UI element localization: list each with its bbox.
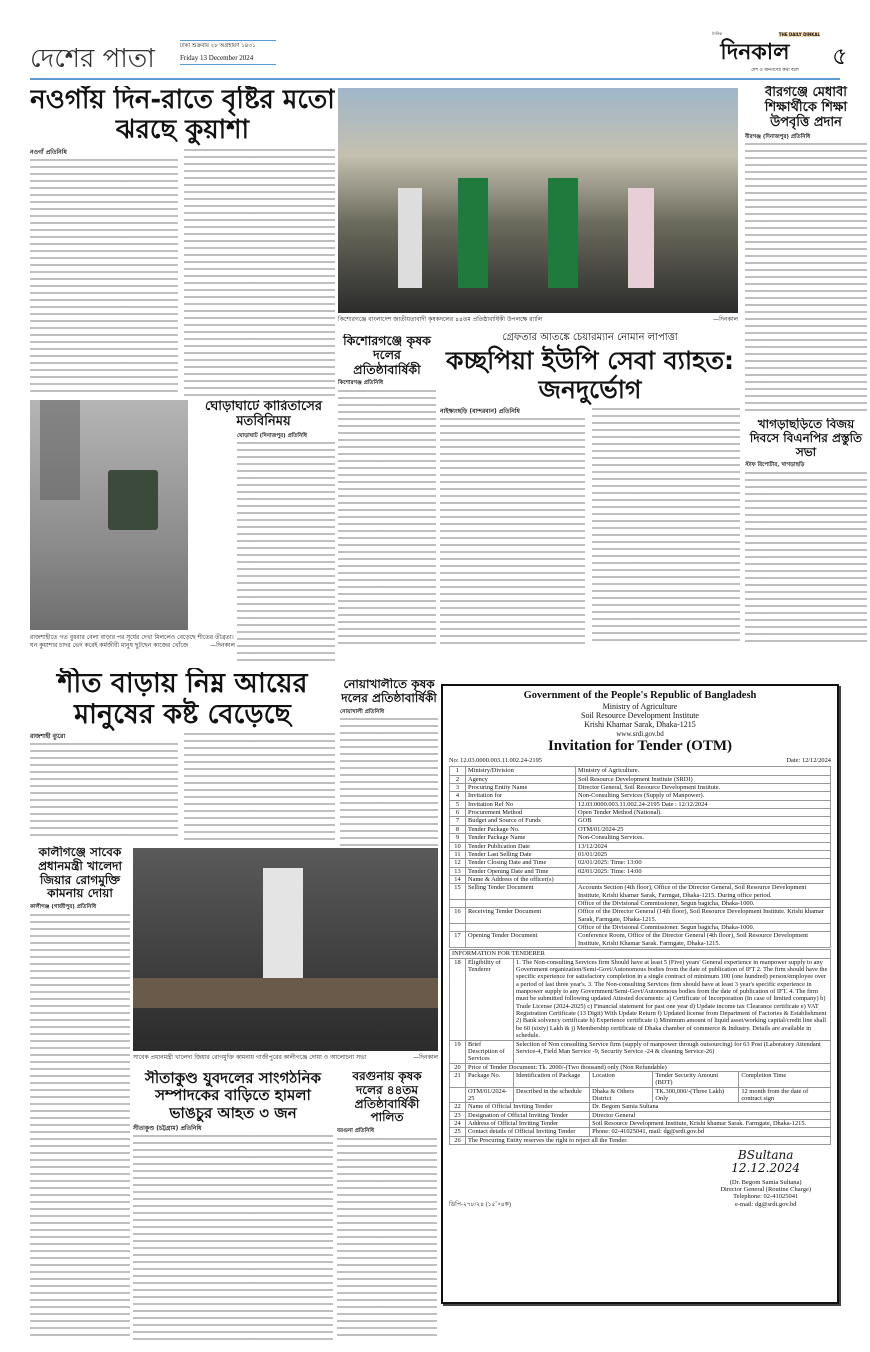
article-body-naogaon-2 (184, 149, 335, 396)
byline-ghoraghat: ঘোড়াঘাট (দিনাজপুর) প্রতিনিধি (237, 432, 307, 439)
tender-cell: 14 (450, 875, 466, 883)
tender-cell: Price of Tender Document: Tk. 2000/-(Two thousand) only (Non Refundable) (466, 1063, 831, 1071)
tender-institute: Soil Resource Development Institute (581, 711, 699, 721)
article-body-kochchhopia (440, 418, 585, 646)
tender-cell: Ministry/Division (466, 767, 576, 775)
story-ghoraghat (192, 400, 335, 665)
tender-cell: 22 (450, 1103, 466, 1111)
article-body-kochchhopia-2 (592, 408, 740, 647)
header-rule (30, 78, 840, 80)
tender-cell: 16 (450, 908, 466, 924)
tender-cell: Conference Room, Office of the Director General (4th floor), Soil Resource Development Institute, Krishi Khamar Sarak. Farmgate, Dhaka-1215. (576, 932, 831, 948)
dfp-code: ডিপি-২৭৮/২৪ (১৫˝×৪ক) (449, 1201, 511, 1208)
tender-cell: 25 (450, 1128, 466, 1136)
logo-text: দিনকাল (720, 40, 790, 65)
tender-cell: OTM/01/2024-25 (576, 825, 831, 833)
tender-cell: Tender Closing Date and Time (466, 859, 576, 867)
tender-cell: Office of the Divisional Commissioner. Segun bagicha, Dhaka-1000. (576, 924, 831, 932)
tender-row (450, 1071, 831, 1087)
tender-cell: 8 (450, 825, 466, 833)
tender-cell: Selling Tender Document (466, 884, 576, 900)
tender-no: No: 12.03.0000.003.11.002.24-2195 (449, 756, 542, 764)
tender-cell: Soil Resource Development Institute (SRDI) (576, 775, 831, 783)
byline-barguna: বরগুনা প্রতিনিধি (337, 1128, 375, 1135)
tender-row (450, 900, 831, 908)
tender-gov: Government of the People's Republic of Bangladesh (523, 690, 757, 701)
tender-cell: Name of Official Inviting Tender (466, 1103, 590, 1111)
tender-address: Krishi Khamar Sarak, Dhaka-1215 (584, 720, 696, 730)
date-bengali: ঢাকা শুক্রবার ২৮ অগ্রহায়ণ ১৪৩১ (180, 43, 256, 49)
tender-cell: Open Tender Method (National). (576, 809, 831, 817)
tender-cell: Accounts Section (4th floor), Office of the Director General, Soil Resource Development Institute, Krishi khamar Sarak, Farmgat, Dhaka-1215. During office period. (576, 884, 831, 900)
tender-cell: Selection of Non consulting Service firm (supply of manpower through outsourcing) for 63 Post (Laboratory Attendant Service-4, Field Man Service -9, Security Service -24 & cleaning Service-26) (514, 1040, 831, 1063)
article-body-kishoreganj (338, 390, 436, 646)
tender-cell: 21 (450, 1071, 466, 1087)
tender-cell: Contact details of Official Inviting Tender (466, 1128, 590, 1136)
photo-rally (338, 88, 738, 313)
tender-row (450, 1128, 831, 1136)
byline-kochchhopia: নাইক্ষ্যংছড়ি (বান্দরবান) প্রতিনিধি (440, 407, 520, 415)
story-birganj (745, 86, 867, 412)
tender-cell: 18 (450, 958, 466, 1040)
story-khagrachari (745, 418, 867, 645)
tender-row (450, 792, 831, 800)
tender-row (450, 884, 831, 900)
masthead-logo (690, 30, 820, 74)
logo-tagline: দেশ ও জনগণের কথা বলে (751, 68, 799, 73)
tender-cell: Agency (466, 775, 576, 783)
kicker-kochchhopia: গ্রেফতার আতঙ্কে চেয়ারম্যান নোমান লাপাত্তা (502, 332, 678, 343)
tender-cell: 4 (450, 792, 466, 800)
sign-designation: Director General (Routine Charge) (720, 1186, 811, 1194)
tender-row (450, 924, 831, 932)
tender-table (449, 766, 831, 948)
headline-barguna: বরগুনায় কৃষক দলের ৪৪তম প্রতিষ্ঠাবার্ষিকী পালিত (352, 1070, 422, 1125)
info-title: INFORMATION FOR TENDERER (449, 949, 831, 957)
tender-notice (441, 684, 839, 1304)
info-table (449, 958, 831, 1146)
tender-cell: 13 (450, 867, 466, 875)
tender-cell: Budget and Source of Funds (466, 817, 576, 825)
byline-kishoreganj: কিশোরগঞ্জ প্রতিনিধি (338, 380, 384, 387)
headline-winter: শীত বাড়ায় নিম্ন আয়ের মানুষের কষ্ট বেড়েছে (57, 668, 308, 731)
section-title: দেশের পাতা (30, 44, 155, 74)
tender-cell: Tender Publication Date (466, 842, 576, 850)
tender-cell: Identification of Package (514, 1071, 590, 1087)
tender-row (450, 1087, 831, 1103)
tender-row (450, 784, 831, 792)
byline-birganj: বীরগঞ্জ (দিনাজপুর) প্রতিনিধি (745, 133, 811, 140)
tender-cell: The Procuring Entity reserves the right to reject all the Tender. (466, 1136, 831, 1144)
tender-cell: 12 month from the date of contract sign (739, 1087, 831, 1103)
tender-row (450, 1040, 831, 1063)
tender-cell: 02/01/2025: Time: 13:00 (576, 859, 831, 867)
headline-kochchhopia: কচ্ছপিয়া ইউপি সেবা ব্যাহত: জনদুর্ভোগ (445, 346, 735, 404)
tender-row (450, 1111, 831, 1119)
tender-row (450, 1103, 831, 1111)
page-number: ৫ (832, 42, 848, 70)
tender-cell (450, 924, 466, 932)
tender-cell: 17 (450, 932, 466, 948)
tender-row (450, 958, 831, 1040)
tender-cell: GOB (576, 817, 831, 825)
tender-cell: Address of Official Inviting Tender (466, 1120, 590, 1128)
story-barguna (337, 1070, 437, 1340)
tender-cell: Office of the Director General (14th floor), Soil Resource Development Institute. Krishi khamar Sarak, Farmgate, Dhaka-1215. (576, 908, 831, 924)
article-body-winter-2 (184, 733, 335, 840)
tender-cell: Non-Consulting Services (Supply of Manpower). (576, 792, 831, 800)
tender-cell: 01/01/2025 (576, 850, 831, 858)
tender-row (450, 908, 831, 924)
tender-cell (450, 900, 466, 908)
tender-row (450, 875, 831, 883)
story-kishoreganj (338, 334, 436, 646)
signature: BSultana 12.12.2024 (731, 1148, 801, 1176)
headline-khagrachari: খাগড়াছড়িতে বিজয় দিবসে বিএনপির প্রস্তুতি সভা (749, 418, 863, 459)
tender-cell: 19 (450, 1040, 466, 1063)
tender-cell: Ministry of Agriculture. (576, 767, 831, 775)
byline-kaliganj: কালীগঞ্জ (গাজীপুর) প্রতিনিধি (30, 904, 97, 911)
byline-winter: রাজশাহী ব্যুরো (30, 733, 66, 741)
tender-cell: 13/12/2024 (576, 842, 831, 850)
tender-cell: 15 (450, 884, 466, 900)
tender-cell (466, 900, 576, 908)
article-body-winter (30, 743, 178, 840)
tender-title: Invitation for Tender (OTM) (547, 737, 733, 754)
tender-cell: Procuring Entity Name (466, 784, 576, 792)
headline-birganj: বীরগঞ্জে মেধাবী শিক্ষার্থীকে শিক্ষা উপবৃত্তি প্রদান (764, 86, 848, 130)
story-kochchhopia (440, 332, 740, 646)
tender-cell: Dr. Begom Samia Sultana (590, 1103, 831, 1111)
article-body-naogaon (30, 159, 178, 396)
tender-web: www.srdi.gov.bd (616, 729, 664, 738)
tender-cell: 2 (450, 775, 466, 783)
tender-row (450, 850, 831, 858)
headline-kaliganj: কালীগঞ্জে সাবেক প্রধানমন্ত্রী খালেদা জিয়ার রোগমুক্তি কামনায় দোয়া (38, 846, 122, 901)
tender-cell: Office of the Divisional Commissioner, Segun bagicha, Dhaka-1000. (576, 900, 831, 908)
article-body-khagrachari (745, 472, 867, 645)
tender-row (450, 932, 831, 948)
tender-cell: Soil Resource Development Institute, Krishi khamar Sarak. Farmgate, Dhaka-1215. (590, 1120, 831, 1128)
tender-row (450, 1120, 831, 1128)
tender-cell: Brief Description of Services (466, 1040, 514, 1063)
sign-phone: Telephone: 02-41025041 (733, 1193, 799, 1201)
date-box (180, 40, 276, 65)
tender-cell: Director General (590, 1111, 831, 1119)
photo-caption-kaliganj: সাবেক প্রধানমন্ত্রী খালেদা জিয়ার রোগমুক্তি কামনায় গাজীপুরের কালীগঞ্জে দোয়া ও আলোচনা সভা —দিনকাল (133, 1054, 438, 1061)
tender-cell: TK.300,000/-(Three Lakh) Only (653, 1087, 739, 1103)
tender-cell: Described in the schedule (514, 1087, 590, 1103)
logo-small: দৈনিক (712, 30, 723, 36)
tender-cell: 6 (450, 809, 466, 817)
tender-cell: Dhaka & Others District (590, 1087, 653, 1103)
tender-cell: Name & Address of the officer(s) (466, 875, 576, 883)
tender-cell: Non-Consulting Services. (576, 834, 831, 842)
tender-cell (450, 1087, 466, 1103)
story-kaliganj (30, 846, 130, 1340)
headline-naogaon: নওগাঁয় দিন-রাতে বৃষ্টির মতো ঝরছে কুয়াশা (30, 86, 335, 145)
headline-ghoraghat: ঘোড়াঘাটে কারিতাসের মতবিনিময় (205, 400, 322, 429)
tender-cell: Invitation for (466, 792, 576, 800)
photo-caption-rajshahi: রাজশাহীতে গত বুধবার বেলা বাড়ার পর সূর্যের দেখা মিললেও বেড়েছে শীতের তীব্রতা। ঘন কুয়াশার চাদর ভেদ করেই কর্মজীবী মানুষ ছুটছেন কাজের খোঁজে —দিনকাল (30, 634, 235, 649)
tender-cell: 26 (450, 1136, 466, 1144)
date-english: Friday 13 December 2024 (180, 54, 254, 62)
tender-cell: Designation of Official Inviting Tender (466, 1111, 590, 1119)
tender-cell: Phone: 02-41025041, mail: dg@srdi.gov.bd (590, 1128, 831, 1136)
story-winter (30, 668, 335, 840)
tender-cell: 12 (450, 859, 466, 867)
tender-row (450, 767, 831, 775)
tender-cell: 1 (450, 767, 466, 775)
photo-kaliganj-prayer (133, 848, 438, 1051)
tender-date: Date: 12/12/2024 (786, 756, 831, 764)
tender-row (450, 834, 831, 842)
story-sitakunda (133, 1070, 333, 1340)
tender-cell: Director General, Soil Resource Development Institute. (576, 784, 831, 792)
tender-cell: 9 (450, 834, 466, 842)
tender-ministry: Ministry of Agriculture (602, 702, 678, 712)
tender-cell: 02/01/2025: Time: 14:00 (576, 867, 831, 875)
tender-cell: Tender Last Selling Date (466, 850, 576, 858)
article-body-kaliganj (30, 914, 130, 1340)
tender-cell: Receiving Tender Document (466, 908, 576, 924)
tender-row (450, 825, 831, 833)
tender-cell: Package No. (466, 1071, 514, 1087)
tender-row (450, 867, 831, 875)
tender-cell (576, 875, 831, 883)
tender-cell: Opening Tender Document (466, 932, 576, 948)
byline-khagrachari: স্টাফ রিপোর্টার, খাগড়াছড়ি (745, 462, 805, 469)
tender-cell: 1. The Non-consulting Services firm Should have at least 5 (Five) years' General experience in manpower supply to any Government organization/Semi-Govt/Autonomous bodies from the date of publication of IFT 2. The firm should have the specific experience for satisfactory completion in a single contract of minimum 100 (one hundred) person/employee over a period of last three year's. 3. The Non-consulting Services firm should have at least 3 year's specific experience in manpower supply to any Government/Semi-Govt/Autonomous bodies from the date of publication of IFT. 4. The firm must be submitted following updated Attested documents: a) Certificate of Incorporation (In case of limited company) b) Trade License (2024-2025) c) Financial statement for past one year d) Update income tax Clearance certificate e) VAT Registration Certificate (13 Digit) With Update Return f) Updated license from Department of Factories & Establishment 2) Bank solvency certificate h) Experience certificate i) Minimum amount of liquid asset/working capital/credit line shall be 60 (sixty) Lakh & j) Membership certificate of Dhaka chamber of commerce & Industry. Details are available in schedule. (514, 958, 831, 1040)
tender-cell: 12.03.0000.003.11.002.24-2195 Date : 12/12/2024 (576, 800, 831, 808)
article-body-birganj (745, 143, 867, 412)
tender-cell: Invitation Ref No (466, 800, 576, 808)
tender-cell (466, 924, 576, 932)
tender-cell: Tender Opening Date and Time (466, 867, 576, 875)
tender-cell: Completion Time (739, 1071, 831, 1087)
tender-cell: 11 (450, 850, 466, 858)
tender-cell: Tender Package No. (466, 825, 576, 833)
article-body-sitakunda (133, 1135, 333, 1340)
tender-cell: Tender Package Name (466, 834, 576, 842)
tender-cell: 24 (450, 1120, 466, 1128)
tender-cell: OTM/01/2024-25 (466, 1087, 514, 1103)
tender-cell: 10 (450, 842, 466, 850)
photo-fog-rickshaw (30, 400, 188, 630)
sign-email: e-mail: dg@srdi.gov.bd (734, 1200, 797, 1208)
tender-cell: Tender Security Amount (BDT) (653, 1071, 739, 1087)
tender-row (450, 1063, 831, 1071)
byline-sitakunda: সীতাকুণ্ড (চট্টগ্রাম) প্রতিনিধি (133, 1124, 202, 1132)
tender-cell: 23 (450, 1111, 466, 1119)
tender-row (450, 817, 831, 825)
tender-cell: 20 (450, 1063, 466, 1071)
tender-row (450, 859, 831, 867)
byline-noakhali: নোয়াখালী প্রতিনিধি (340, 708, 385, 715)
sign-name: (Dr. Begom Samia Sultana) (729, 1178, 802, 1186)
article-body-barguna (337, 1138, 437, 1340)
article-body-ghoraghat (237, 442, 335, 665)
tender-cell: Location (590, 1071, 653, 1087)
photo-caption-rally: কিশোরগঞ্জে বাংলাদেশ জাতীয়তাবাদী কৃষকদলের ৪৪তম প্রতিষ্ঠাবার্ষিকী উপলক্ষে র‌্যালি —দিনকাল (338, 316, 738, 323)
tender-row (450, 800, 831, 808)
tender-cell: Procurement Method (466, 809, 576, 817)
headline-sitakunda: সীতাকুণ্ড যুবদলের সাংগঠনিক সম্পাদকের বাড়িতে হামলা ভাঙচুর আহত ৩ জন (144, 1070, 322, 1122)
headline-kishoreganj: কিশোরগঞ্জে কৃষক দলের প্রতিষ্ঠাবার্ষিকী (343, 334, 431, 377)
tender-cell: 7 (450, 817, 466, 825)
tender-row (450, 809, 831, 817)
tender-row (450, 1136, 831, 1144)
tender-cell: 5 (450, 800, 466, 808)
byline-naogaon: নওগাঁ প্রতিনিধি (30, 148, 67, 156)
headline-noakhali: নোয়াখালীতে কৃষক দলের প্রতিষ্ঠাবার্ষিকী (341, 678, 437, 705)
tender-cell: Eligibility of Tenderer (466, 958, 514, 1040)
story-naogaon (30, 86, 335, 396)
tender-row (450, 842, 831, 850)
tender-row (450, 775, 831, 783)
logo-english: THE DAILY DINKAL (778, 31, 820, 37)
tender-cell: 3 (450, 784, 466, 792)
